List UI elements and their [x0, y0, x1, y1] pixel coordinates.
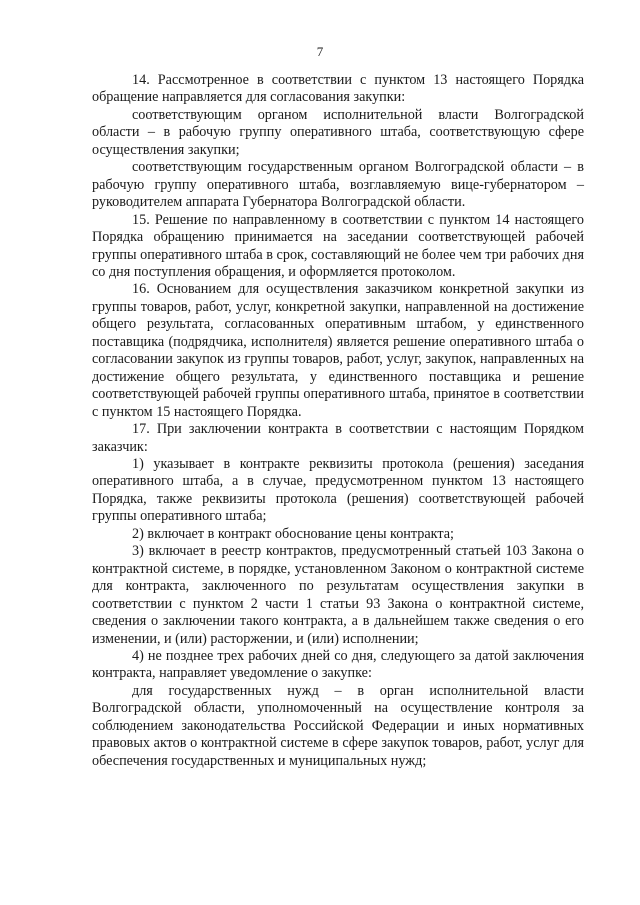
page-number: 7 [316, 44, 324, 59]
paragraph-16: 16. Основанием для осуществления заказчиком конкретной закупки из группы товаров, работ, услуг, конкретной закупки, направленной на достижение общего результата, согласованных оперативным штабом, у единственного поставщика (подрядчика, исполнителя) является решение оперативного штаба о согласовании закупок из группы товаров, работ, услуг, закупок, направленных на достижение общего результата, у единственного поставщика и решение соответствующей рабочей группы оперативного штаба, принятое в соответствии с пунктом 15 настоящего Порядка. [92, 281, 584, 420]
paragraph-17: 17. При заключении контракта в соответствии с настоящим Порядком заказчик: [92, 421, 584, 455]
paragraph-15: 15. Решение по направленному в соответствии с пунктом 14 настоящего Порядка обращению принимается на заседании соответствующей рабочей группы оперативного штаба в срок, составляющий не более чем три рабочих дня со дня поступления обращения, и оформляется протоколом. [92, 211, 584, 280]
paragraph-17-item-3: 3) включает в реестр контрактов, предусмотренный статьей 103 Закона о контрактной системе, в порядке, установленном Законом о контрактной системе для контракта, заключенного по результатам осуществления закупки в соответствии с пунктом 2 части 1 статьи 93 Закона о контрактной системе, сведения о заключении такого контракта, а в дальнейшем также сведения о его изменении, и (или) расторжении, и (или) исполнении; [92, 543, 584, 647]
paragraph-14: 14. Рассмотренное в соответствии с пунктом 13 настоящего Порядка обращение направляется для согласования закупки: [92, 72, 584, 106]
paragraph-17-item-2: 2) включает в контракт обоснование цены контракта; [132, 525, 454, 542]
paragraph-17-item-1: 1) указывает в контракте реквизиты протокола (решения) заседания оперативного штаба, а в случае, предусмотренном пунктом 13 настоящего Порядка, также реквизиты протокола (решения) соответствующей рабочей группы оперативного штаба; [92, 455, 584, 525]
paragraph-17-item-4: 4) не позднее трех рабочих дней со дня, следующего за датой заключения контракта, направляет уведомление о закупке: [92, 647, 584, 682]
paragraph-14-item-1: соответствующим органом исполнительной власти Волгоградской области – в рабочую группу оперативного штаба, соответствующую сфере осуществления закупки; [92, 106, 584, 158]
document-body [92, 72, 584, 770]
paragraph-14-item-2: соответствующим государственным органом Волгоградской области – в рабочую группу оперативного штаба, возглавляемую вице-губернатором – руководителем аппарата Губернатора Волгоградской области. [92, 159, 584, 211]
paragraph-17-item-4-subitem: для государственных нужд – в орган исполнительной власти Волгоградской области, уполномоченный на осуществление контроля за соблюдением законодательства Российской Федерации и иных нормативных правовых актов о контрактной системе в сфере закупок товаров, работ, услуг для обеспечения государственных и муниципальных нужд; [92, 682, 584, 769]
